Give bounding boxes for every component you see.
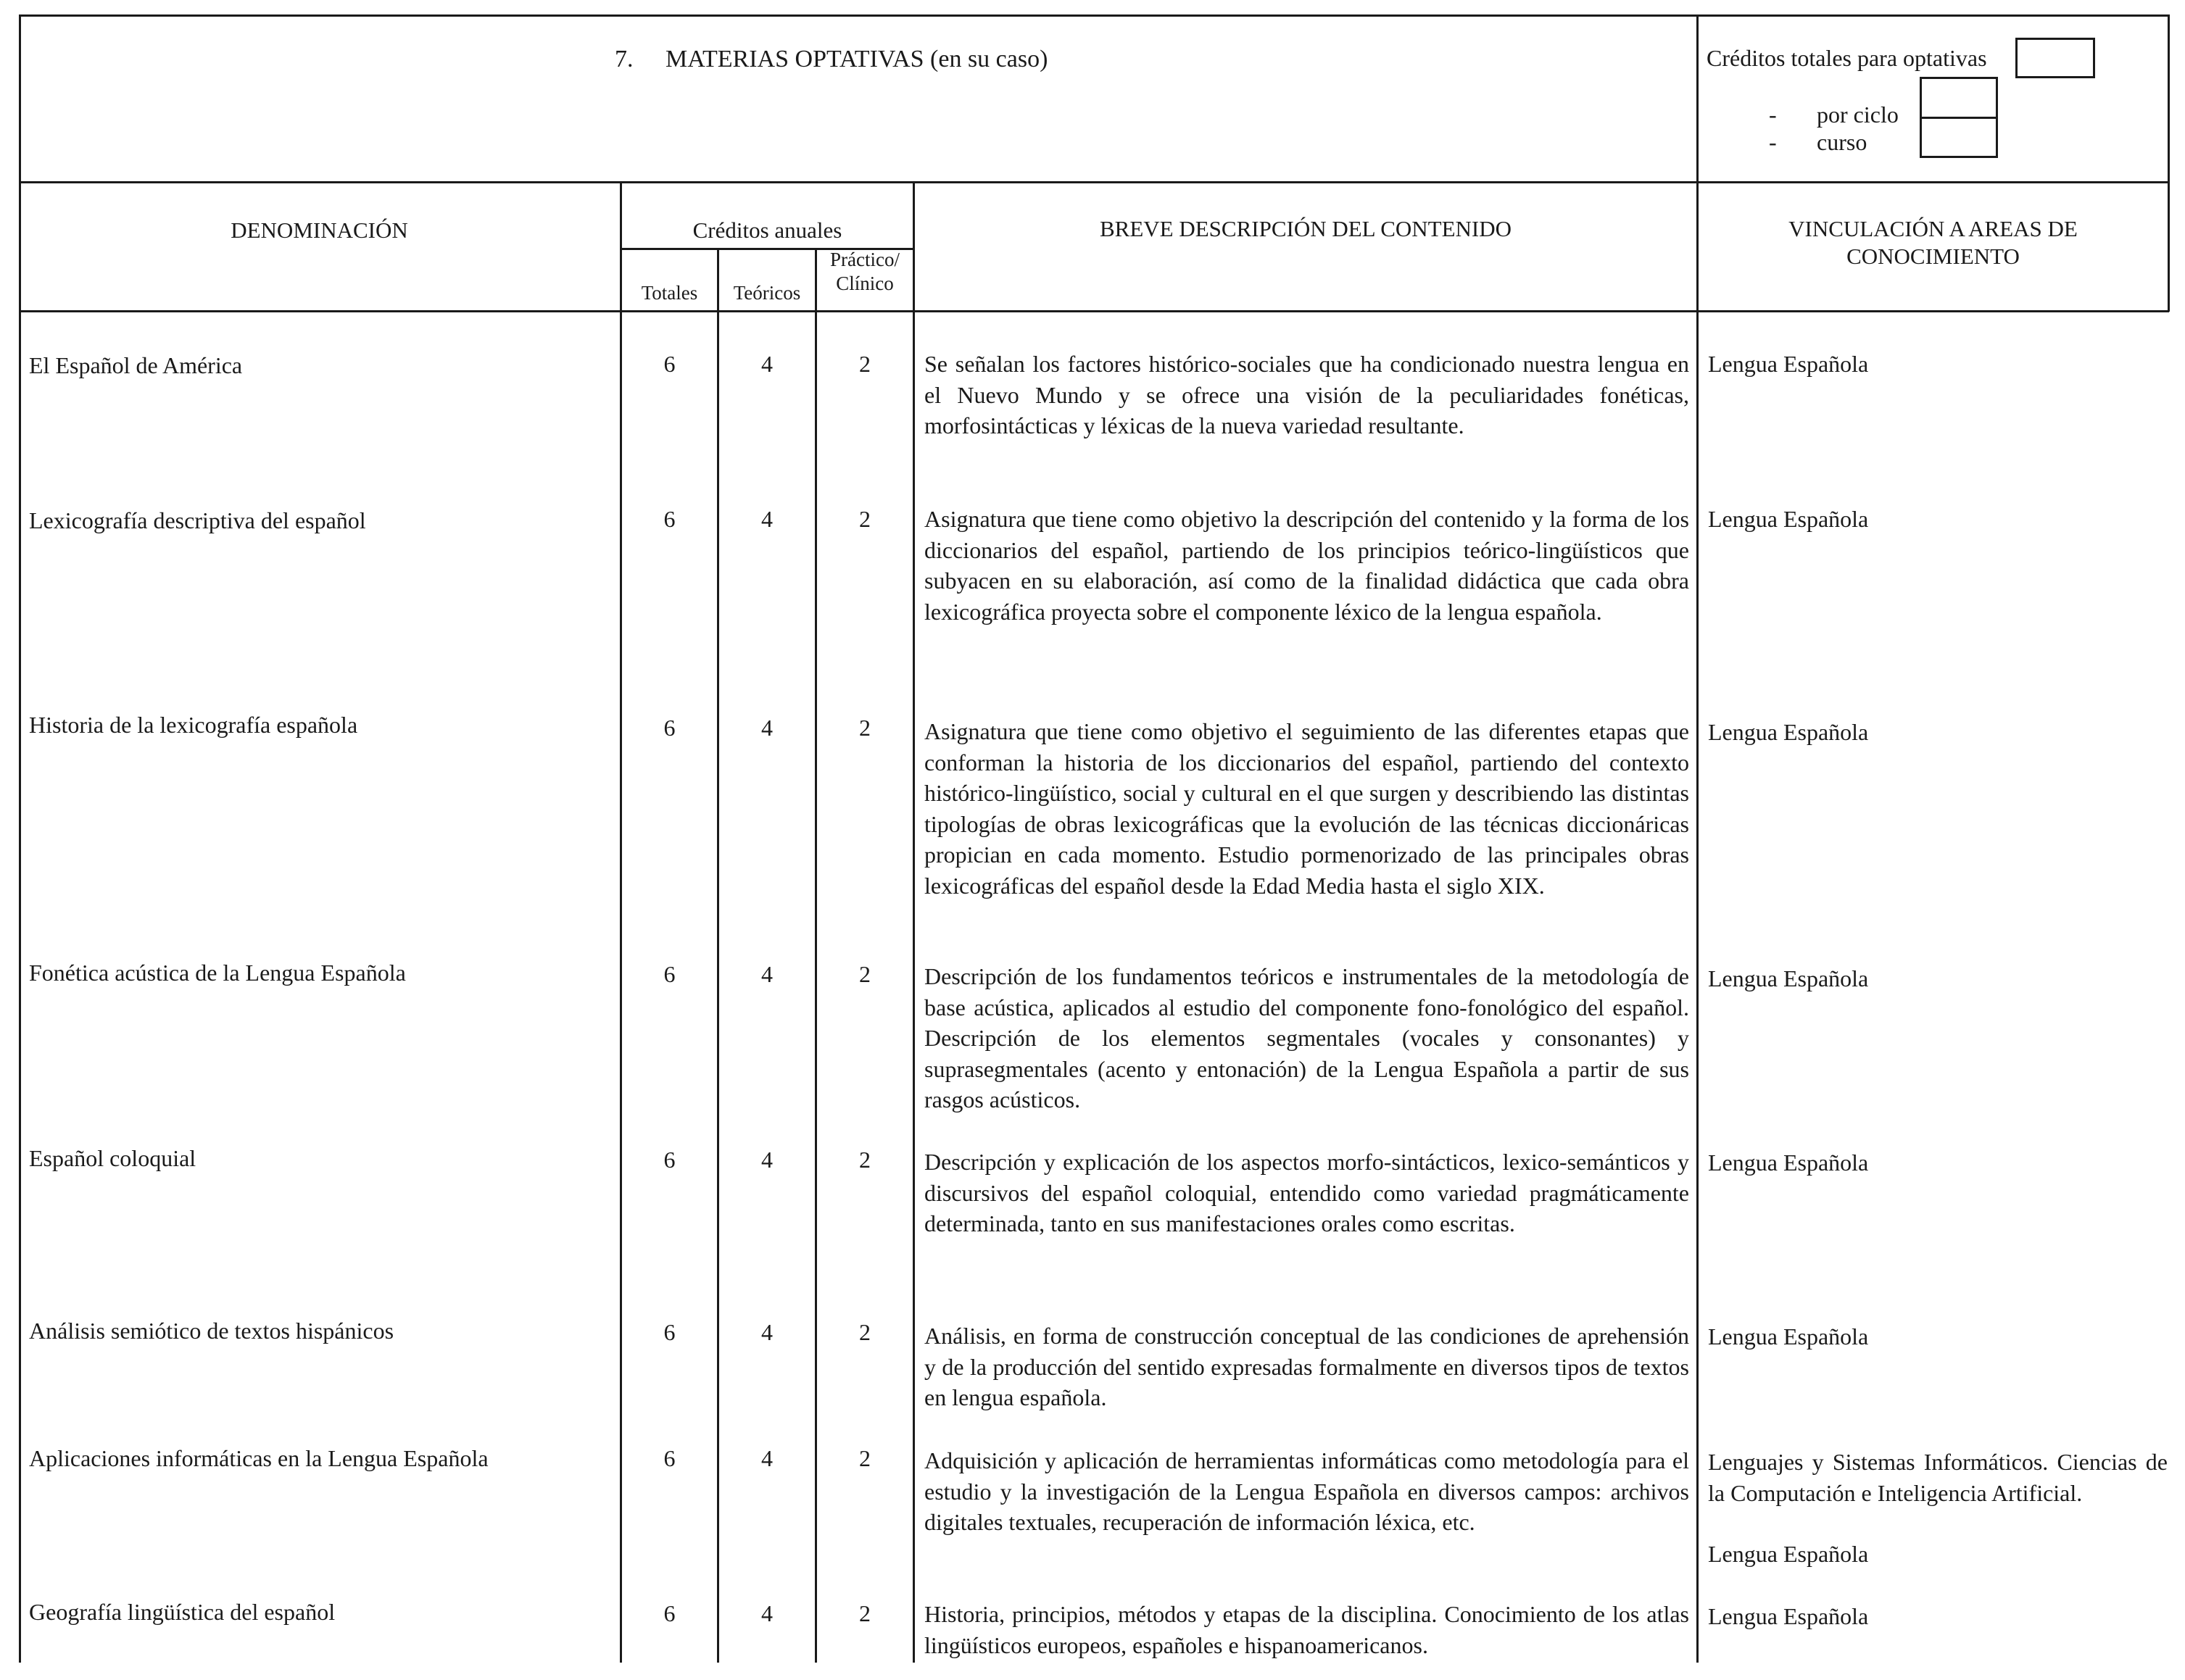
row-3-totales: 6 bbox=[663, 715, 676, 741]
row-4-teoricos: 4 bbox=[761, 961, 773, 987]
column-header-bottom-line bbox=[19, 310, 2169, 312]
credits-ciclo-label: por ciclo bbox=[1817, 101, 1899, 128]
row-8-totales: 6 bbox=[663, 1600, 676, 1626]
header-vinculacion-2: CONOCIMIENTO bbox=[1846, 244, 2020, 269]
row-7-description: Adquisición y aplicación de herramientas informáticas como metodología para el estudio y la investigación de la Lengua Española en diversos campos: archivos digitales textuales, recuperación de información léxica, etc. bbox=[924, 1447, 1689, 1535]
header-practico-1: Práctico/ bbox=[830, 249, 900, 270]
row-6-description: Análisis, en forma de construcción conceptual de las condiciones de aprehensión y de la producción del sentido expresadas formalmente en diversos tipos de textos en lengua española. bbox=[924, 1323, 1689, 1410]
credits-curso-label: curso bbox=[1817, 129, 1867, 155]
section-number: 7. bbox=[615, 46, 634, 72]
header-teoricos: Teóricos bbox=[733, 282, 801, 304]
frame-right-line bbox=[2168, 14, 2170, 312]
row-6-name: Análisis semiótico de textos hispánicos bbox=[29, 1318, 394, 1344]
row-7-area: Lenguajes y Sistemas Informáticos. Ciencias de la Computación e Inteligencia Artificial. bbox=[1708, 1449, 2168, 1506]
row-1-area: Lengua Española bbox=[1708, 351, 1869, 377]
row-4-name: Fonética acústica de la Lengua Española bbox=[29, 960, 406, 986]
row-6-teoricos: 4 bbox=[761, 1319, 773, 1345]
section-header-bottom-line bbox=[19, 181, 2169, 183]
credits-dash-curso: - bbox=[1769, 129, 1777, 155]
row-5-area: Lengua Española bbox=[1708, 1149, 1869, 1176]
frame-left-line bbox=[19, 14, 21, 1663]
row-7-practicos: 2 bbox=[859, 1445, 871, 1471]
credits-dash-ciclo: - bbox=[1769, 101, 1777, 128]
row-2-description: Asignatura que tiene como objetivo la descripción del contenido y la forma de los diccionarios del español, partiendo de los principios teórico-lingüísticos que subyacen en su elaboración, así como de la finalidad didáctica que cada obra lexicográfica proyecta sobre el componente léxico de la lengua española. bbox=[924, 506, 1689, 625]
section-title: MATERIAS OPTATIVAS (en su caso) bbox=[666, 46, 1048, 72]
row-4-practicos: 2 bbox=[859, 961, 871, 987]
row-6-area: Lengua Española bbox=[1708, 1323, 1869, 1350]
row-7-name: Aplicaciones informáticas en la Lengua Española bbox=[29, 1445, 489, 1471]
row-1-description: Se señalan los factores histórico-sociales que ha condicionado nuestra lengua en el Nuevo Mundo y se ofrece una visión de la peculiaridades fonéticas, morfosintácticas y léxicas de la nueva variedad resultante. bbox=[924, 351, 1689, 438]
row-4-totales: 6 bbox=[663, 961, 676, 987]
row-4-area: Lengua Española bbox=[1708, 965, 1869, 991]
credits-total-label: Créditos totales para optativas bbox=[1707, 45, 1987, 71]
row-4-description: Descripción de los fundamentos teóricos e instrumentales de la metodología de base acústica, aplicados al estudio del componente fono-fonológico del español. Descripción de los elementos segmentales (vocales y consonantes) y suprasegmentales (acento y entonación) de la Lengua Española a partir de sus rasgos acústicos. bbox=[924, 963, 1689, 1113]
row-8-description: Historia, principios, métodos y etapas de la disciplina. Conocimiento de los atlas lingüísticos europeos, españoles e hispanoamericanos. bbox=[924, 1601, 1689, 1658]
row-7-totales: 6 bbox=[663, 1445, 676, 1471]
credits-total-box[interactable] bbox=[2015, 38, 2095, 78]
header-vinculacion-1: VINCULACIÓN A AREAS DE bbox=[1788, 216, 2078, 241]
row-5-practicos: 2 bbox=[859, 1147, 871, 1173]
row-2-area: Lengua Española bbox=[1708, 506, 1869, 532]
header-creditos-anuales: Créditos anuales bbox=[692, 217, 842, 243]
row-2-practicos: 2 bbox=[859, 506, 871, 532]
header-descripcion: BREVE DESCRIPCIÓN DEL CONTENIDO bbox=[1099, 216, 1512, 241]
row-3-name: Historia de la lexicografía española bbox=[29, 712, 358, 738]
row-3-practicos: 2 bbox=[859, 715, 871, 741]
row-5-teoricos: 4 bbox=[761, 1147, 773, 1173]
row-5-name: Español coloquial bbox=[29, 1145, 196, 1171]
row-3-teoricos: 4 bbox=[761, 715, 773, 741]
col-divider-denominacion bbox=[620, 183, 622, 1663]
row-2-teoricos: 4 bbox=[761, 506, 773, 532]
frame-top-line bbox=[19, 14, 2169, 17]
credits-curso-box[interactable] bbox=[1920, 117, 1998, 158]
row-8-teoricos: 4 bbox=[761, 1600, 773, 1626]
row-8-name: Geografía lingüística del español bbox=[29, 1599, 336, 1625]
row-3-description: Asignatura que tiene como objetivo el seguimiento de las diferentes etapas que conforman la historia de los diccionarios del español, partiendo del contexto histórico-lingüístico, social y cultural en el que surgen y describiendo las distintas tipologías de obras lexicográficas que la evolución de las técnicas diccionáricas propician en cada momento. Estudio pormenorizado de las principales obras lexicográficas del español desde la Edad Media hasta el siglo XIX. bbox=[924, 718, 1689, 899]
row-2-name: Lexicografía descriptiva del español bbox=[29, 507, 366, 533]
row-6-practicos: 2 bbox=[859, 1319, 871, 1345]
row-1-totales: 6 bbox=[663, 351, 676, 377]
row-7-area-2: Lengua Española bbox=[1708, 1541, 1869, 1567]
row-1-name: El Español de América bbox=[29, 352, 243, 378]
header-denominacion: DENOMINACIÓN bbox=[231, 217, 408, 243]
row-6-totales: 6 bbox=[663, 1319, 676, 1345]
row-8-area: Lengua Española bbox=[1708, 1603, 1869, 1629]
row-5-totales: 6 bbox=[663, 1147, 676, 1173]
row-7-teoricos: 4 bbox=[761, 1445, 773, 1471]
row-3-area: Lengua Española bbox=[1708, 719, 1869, 745]
col-divider-practicos bbox=[913, 183, 915, 1663]
row-5-description: Descripción y explicación de los aspectos morfo-sintácticos, lexico-semánticos y discursivos del español coloquial, entendido como variedad pragmáticamente determinada, tanto en sus manifestaciones orales como escritas. bbox=[924, 1149, 1689, 1236]
header-totales: Totales bbox=[641, 282, 698, 304]
row-8-practicos: 2 bbox=[859, 1600, 871, 1626]
row-2-totales: 6 bbox=[663, 506, 676, 532]
row-1-teoricos: 4 bbox=[761, 351, 773, 377]
credits-ciclo-box[interactable] bbox=[1920, 77, 1998, 119]
row-1-practicos: 2 bbox=[859, 351, 871, 377]
header-practico-2: Clínico bbox=[836, 273, 894, 294]
